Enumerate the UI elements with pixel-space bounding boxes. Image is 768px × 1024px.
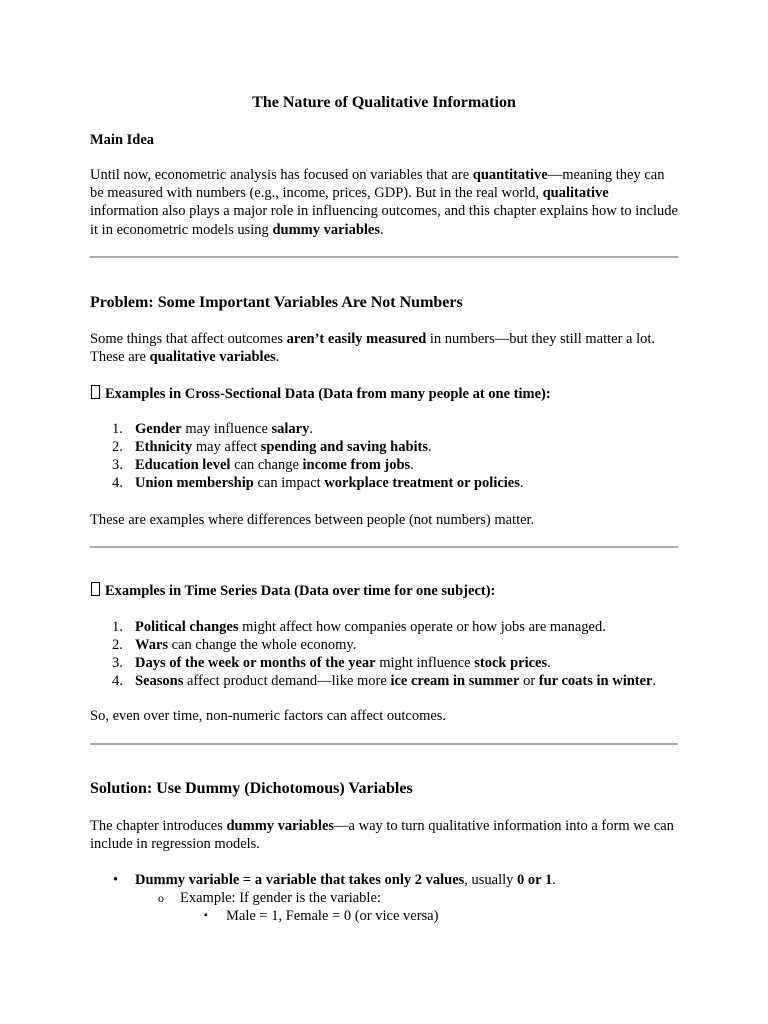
text-run-bold: workplace treatment or policies: [324, 475, 520, 491]
text-run-bold: Dummy variable = a variable that takes only 2 values: [135, 872, 465, 888]
text-run: , usually: [464, 872, 518, 888]
text-run: .: [275, 349, 280, 366]
bullet-square-icon: ▪: [204, 910, 208, 921]
problem-heading: Problem: Some Important Variables Are Not Numbers: [90, 294, 463, 311]
time-series-heading: [90, 582, 495, 600]
text-run-bold: dummy variables: [272, 221, 380, 238]
time-series-heading-text: Examples in Time Series Data (Data over time for one subject):: [105, 583, 496, 599]
text-run: might influence: [375, 655, 475, 671]
text-run: .: [519, 475, 524, 491]
text-run: The chapter introduces: [90, 818, 227, 834]
text-run-bold: spending and saving habits: [260, 439, 429, 455]
text-run: —meaning they can be measured with numbers (e.g., income, prices, GDP). But in the real world,: [90, 167, 665, 202]
text-run-bold: ice cream in summer: [390, 673, 520, 689]
text-run: .: [652, 673, 657, 689]
text-run: .: [552, 872, 556, 888]
list-number: 1.: [112, 619, 123, 635]
text-run: affect product demand—like more: [183, 673, 391, 689]
text-run-bold: stock prices: [474, 655, 548, 671]
text-run-bold: Seasons: [135, 673, 184, 689]
cross-sectional-heading: [90, 385, 551, 403]
text-run: Until now, econometric analysis has focused on variables that are: [90, 167, 473, 183]
text-run: or: [519, 673, 539, 689]
bullet-item-level3: [204, 907, 439, 925]
horizontal-rule: [90, 256, 678, 258]
bullet-item-level1: [113, 871, 556, 889]
text-run: .: [547, 655, 551, 671]
list-item: [90, 672, 656, 690]
text-run-bold: Days of the week or months of the year: [135, 655, 376, 671]
text-run: Male = 1, Female = 0 (or vice versa): [226, 908, 439, 924]
text-run: .: [379, 221, 384, 238]
text-run-bold: quantitative: [472, 167, 548, 183]
list-item: [90, 456, 524, 474]
list-item: [90, 474, 524, 492]
text-run-bold: salary: [271, 421, 310, 437]
text-run: may affect: [192, 439, 261, 455]
text-run-bold: Ethnicity: [135, 439, 193, 455]
bullet-circle-icon: o: [158, 891, 164, 905]
missing-glyph-icon: [91, 385, 100, 399]
text-run-bold: income from jobs: [302, 457, 411, 473]
text-run-bold: fur coats in winter: [538, 673, 653, 689]
cross-sectional-list: [90, 420, 524, 492]
text-run: .: [410, 457, 414, 473]
text-run: .: [428, 439, 432, 455]
text-run-bold: dummy variables: [226, 818, 335, 834]
cross-sectional-summary: These are examples where differences between people (not numbers) matter.: [90, 512, 535, 528]
cross-sectional-heading-text: Examples in Cross-Sectional Data (Data from many people at one time):: [105, 386, 551, 402]
solution-paragraph: [90, 817, 678, 853]
text-run: can change the whole economy.: [168, 637, 357, 653]
list-item: [90, 420, 524, 438]
text-run: Example: If gender is the variable:: [180, 890, 381, 906]
text-run-bold: Wars: [135, 637, 169, 653]
list-number: 4.: [112, 475, 123, 491]
problem-paragraph: [90, 330, 678, 366]
text-run: can impact: [253, 475, 325, 491]
main-idea-heading: Main Idea: [90, 132, 155, 148]
bullet-disc-icon: •: [113, 872, 119, 888]
list-item: [90, 636, 656, 654]
list-number: 1.: [112, 421, 123, 437]
text-run: might affect how companies operate or how jobs are managed.: [238, 619, 606, 635]
text-run-bold: Union membership: [135, 475, 254, 491]
missing-glyph-icon: [91, 582, 100, 596]
text-run: .: [309, 421, 313, 437]
list-number: 3.: [112, 457, 123, 473]
main-idea-paragraph: [90, 166, 678, 239]
bullet-item-level2: [158, 889, 381, 907]
list-item: [90, 438, 524, 456]
time-series-list: [90, 618, 656, 690]
text-run: information also plays a major role in influencing outcomes, and this chapter explains how to include it in econometric models using: [90, 203, 678, 238]
text-run-bold: aren’t easily measured: [286, 331, 427, 347]
horizontal-rule: [90, 546, 678, 548]
text-run-bold: qualitative variables: [149, 349, 276, 366]
list-item: [90, 618, 656, 636]
list-number: 2.: [112, 637, 123, 653]
text-run-bold: 0 or 1: [517, 872, 553, 888]
text-run-bold: qualitative: [542, 185, 609, 202]
list-number: 2.: [112, 439, 123, 455]
solution-heading: Solution: Use Dummy (Dichotomous) Variables: [90, 780, 413, 797]
list-item: [90, 654, 656, 672]
text-run-bold: Education level: [135, 457, 231, 473]
text-run-bold: Political changes: [135, 619, 239, 635]
text-run: in numbers—but they still matter a lot. These are: [90, 331, 656, 366]
page-title: The Nature of Qualitative Information: [252, 94, 516, 111]
text-run: may influence: [181, 421, 272, 437]
text-run: can change: [230, 457, 303, 473]
list-number: 4.: [112, 673, 123, 689]
list-number: 3.: [112, 655, 123, 671]
text-run-bold: Gender: [135, 421, 182, 437]
time-series-summary: So, even over time, non-numeric factors can affect outcomes.: [90, 708, 447, 724]
text-run: —a way to turn qualitative information into a form we can include in regression models.: [90, 818, 674, 853]
text-run: Some things that affect outcomes: [90, 331, 287, 347]
horizontal-rule: [90, 743, 678, 745]
